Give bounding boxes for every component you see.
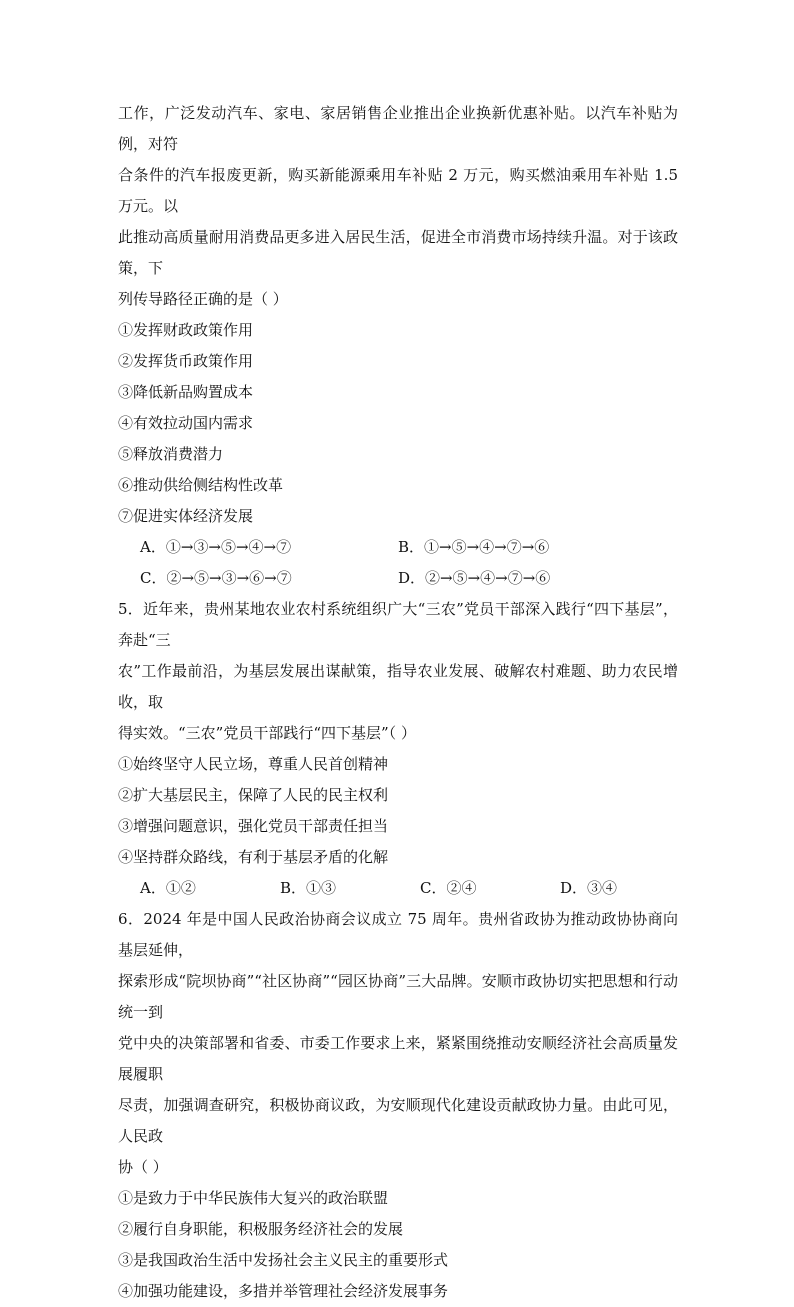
choice-b[interactable]: B．①→⑤→④→⑦→⑥ <box>398 538 550 556</box>
question-6-option: ③是我国政治生活中发扬社会主义民主的重要形式 <box>118 1251 449 1269</box>
question-5-option: ④坚持群众路线，有利于基层矛盾的化解 <box>118 848 389 866</box>
choice-c[interactable]: C．②④ <box>420 879 477 897</box>
question-5-option: ②扩大基层民主，保障了人民的民主权利 <box>118 786 389 804</box>
question-6-stem-line: 尽责，加强调查研究，积极协商议政，为安顺现代化建设贡献政协力量。由此可见，人民政 <box>118 1096 678 1145</box>
question-4-stem-line: 列传导路径正确的是（ ） <box>118 290 288 308</box>
choice-d[interactable]: D．③④ <box>560 879 618 897</box>
question-5-option: ①始终坚守人民立场，尊重人民首创精神 <box>118 755 389 773</box>
question-4-option: ①发挥财政政策作用 <box>118 321 254 339</box>
question-5-stem-line: 得实效。“三农”党员干部践行“四下基层”（ ） <box>118 724 416 742</box>
question-6-stem-line: 协（ ） <box>118 1158 168 1176</box>
question-4-stem-line: 工作，广泛发动汽车、家电、家居销售企业推出企业换新优惠补贴。以汽车补贴为例，对符 <box>118 104 678 153</box>
choice-a[interactable]: A．①② <box>140 879 196 897</box>
question-5-choices <box>118 873 678 904</box>
question-6-stem-line: 6．2024 年是中国人民政治协商会议成立 75 周年。贵州省政协为推动政协协商向基层延伸， <box>118 910 678 959</box>
question-4-option: ④有效拉动国内需求 <box>118 414 254 432</box>
question-6-option: ①是致力于中华民族伟大复兴的政治联盟 <box>118 1189 389 1207</box>
question-4-option: ⑦促进实体经济发展 <box>118 507 254 525</box>
question-6-stem-line: 探索形成“院坝协商”“社区协商”“园区协商”三大品牌。安顺市政协切实把思想和行动统一到 <box>118 972 678 1021</box>
question-5-stem-line: 5．近年来，贵州某地农业农村系统组织广大“三农”党员干部深入践行“四下基层”，奔赴“三 <box>118 600 678 649</box>
question-6-option: ④加强功能建设，多措并举管理社会经济发展事务 <box>118 1282 449 1300</box>
choice-b[interactable]: B．①③ <box>280 879 337 897</box>
exam-page <box>118 98 678 1307</box>
question-4-option: ⑥推动供给侧结构性改革 <box>118 476 284 494</box>
choice-a[interactable]: A．①→③→⑤→④→⑦ <box>140 538 292 556</box>
question-5 <box>118 594 678 904</box>
question-6 <box>118 904 678 1307</box>
question-4-stem-line: 此推动高质量耐用消费品更多进入居民生活，促进全市消费市场持续升温。对于该政策，下 <box>118 228 678 277</box>
choice-d[interactable]: D．②→⑤→④→⑦→⑥ <box>398 569 551 587</box>
choice-c[interactable]: C．②→⑤→③→⑥→⑦ <box>140 569 292 587</box>
question-6-stem-line: 党中央的决策部署和省委、市委工作要求上来，紧紧围绕推动安顺经济社会高质量发展履职 <box>118 1034 678 1083</box>
question-4-option: ③降低新品购置成本 <box>118 383 254 401</box>
question-5-stem-line: 农”工作最前沿，为基层发展出谋献策，指导农业发展、破解农村难题、助力农民增收，取 <box>118 662 678 711</box>
question-4 <box>118 98 678 594</box>
question-5-option: ③增强问题意识，强化党员干部责任担当 <box>118 817 389 835</box>
question-4-option: ②发挥货币政策作用 <box>118 352 254 370</box>
question-4-stem-line: 合条件的汽车报废更新，购买新能源乘用车补贴 2 万元，购买燃油乘用车补贴 1.5 万元。以 <box>118 166 678 215</box>
question-4-choices <box>118 532 678 594</box>
question-4-option: ⑤释放消费潜力 <box>118 445 224 463</box>
question-6-option: ②履行自身职能，积极服务经济社会的发展 <box>118 1220 404 1238</box>
